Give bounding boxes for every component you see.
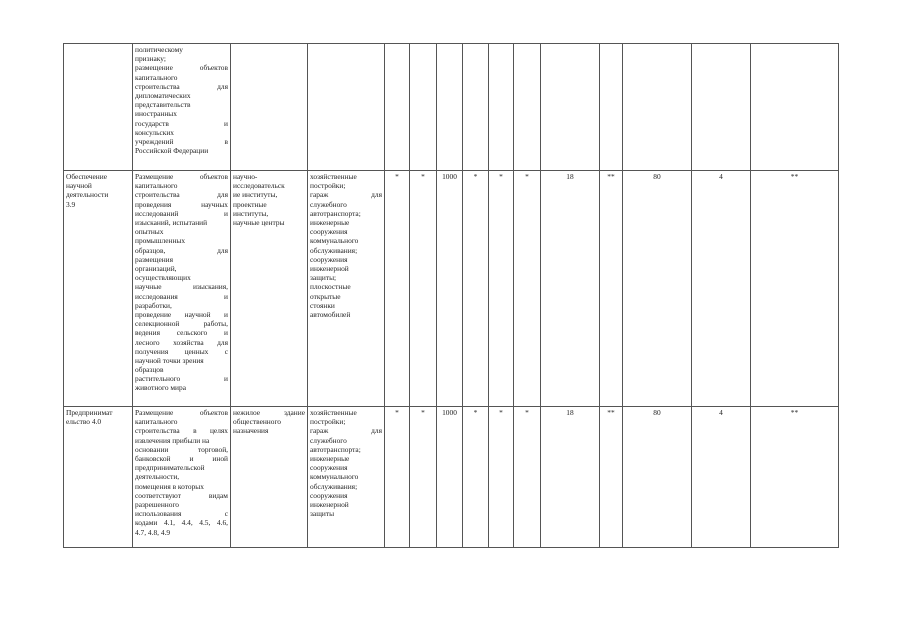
parameter-cell: 1000	[437, 407, 463, 548]
cell-text-line: представительств	[135, 100, 191, 110]
cell-text-line: образцов, для	[135, 245, 228, 255]
cell-text-line: селекционной работы,	[135, 319, 228, 329]
parameter-cell: 80	[623, 407, 692, 548]
cell-text-line: сооружения	[310, 463, 348, 473]
land-use-description-cell	[133, 407, 231, 548]
parameter-cell: **	[600, 407, 623, 548]
cell-text-line: сооружения	[310, 227, 348, 237]
cell-text-line: гараж для	[310, 190, 382, 200]
cell-text-line: строительства для	[135, 81, 228, 91]
cell-text-line: проектные	[233, 199, 267, 209]
cell-text-line: научные центры	[233, 218, 285, 228]
cell-text-line: строительства для	[135, 190, 228, 200]
cell-text-line: капитального	[135, 72, 178, 82]
parameter-cell: *	[514, 407, 541, 548]
cell-text-line: обслуживания;	[310, 481, 358, 491]
cell-text-line: кодами 4.1, 4.4, 4.5, 4.6,	[135, 518, 228, 528]
parameter-cell: *	[410, 171, 437, 407]
cell-text-line: деятельности	[66, 190, 109, 200]
cell-text-line: научной точки зрения	[135, 355, 204, 365]
cell-text-line: 4.7, 4.8, 4.9	[135, 527, 171, 537]
cell-text-line: открытые	[310, 291, 341, 301]
parameter-cell	[692, 44, 751, 171]
parameter-cell: *	[489, 171, 514, 407]
main-use-cell	[231, 171, 308, 407]
cell-text-line: коммунального	[310, 236, 359, 246]
cell-text-line: гараж для	[310, 426, 382, 436]
cell-text-line: использования с	[135, 509, 228, 519]
parameter-cell	[463, 44, 489, 171]
parameter-cell: **	[751, 171, 839, 407]
land-use-description-cell	[133, 171, 231, 407]
auxiliary-use-cell	[308, 171, 385, 407]
land-use-name-cell	[64, 171, 133, 407]
table-row	[64, 171, 839, 407]
cell-text-line: соответствуют видам	[135, 490, 228, 500]
cell-text-line: ие институты,	[233, 190, 278, 200]
cell-text-line: строительства в целях	[135, 426, 228, 436]
cell-text-line: признаку;	[135, 54, 166, 64]
parameter-cell	[514, 44, 541, 171]
parameter-cell: **	[751, 407, 839, 548]
parameter-cell: *	[385, 407, 410, 548]
cell-text-line: политическому	[135, 45, 183, 54]
parameter-cell	[410, 44, 437, 171]
cell-text-line: служебного	[310, 199, 347, 209]
cell-text-line: сооружения	[310, 254, 348, 264]
cell-text-line: животного мира	[135, 383, 186, 393]
cell-text-line: ельство 4.0	[66, 417, 102, 427]
cell-text-line: автотранспорта;	[310, 208, 361, 218]
cell-text-line: разрешенного	[135, 499, 179, 509]
cell-text-line: исследований и	[135, 208, 228, 218]
cell-text-line: сооружения	[310, 490, 348, 500]
cell-text-line: извлечения прибыли на	[135, 435, 210, 445]
cell-text-line: постройки;	[310, 417, 346, 427]
cell-text-line: дипломатических	[135, 90, 191, 100]
cell-text-line: постройки;	[310, 181, 346, 191]
cell-text-line: проведения научных	[135, 199, 228, 209]
parameter-cell: **	[600, 171, 623, 407]
cell-text-line: стоянки	[310, 300, 335, 310]
cell-text-line: ведения сельского и	[135, 328, 228, 338]
cell-text-line: деятельности,	[135, 472, 180, 482]
cell-text-line: научно-	[233, 172, 258, 181]
parameter-cell: 80	[623, 171, 692, 407]
cell-text-line: Обеспечение	[66, 172, 107, 181]
table-row	[64, 44, 839, 171]
cell-text-line: инженерной	[310, 264, 349, 274]
cell-text-line: разработки,	[135, 300, 172, 310]
cell-text-line: защиты;	[310, 273, 337, 283]
cell-text-line: хозяйственные	[310, 172, 357, 181]
cell-text-line: плоскостные	[310, 282, 351, 292]
parameter-cell	[489, 44, 514, 171]
cell-text-line: общественного	[233, 417, 281, 427]
parameter-cell: *	[463, 171, 489, 407]
cell-text-line: коммунального	[310, 472, 359, 482]
cell-text-line: нежилое здание	[233, 408, 305, 417]
cell-text-line: получения ценных с	[135, 346, 228, 356]
cell-text-line: иностранных	[135, 109, 177, 119]
main-use-cell	[231, 407, 308, 548]
parameter-cell: 4	[692, 407, 751, 548]
parameter-cell: 4	[692, 171, 751, 407]
auxiliary-use-cell	[308, 44, 385, 171]
cell-text-line: осуществляющих	[135, 273, 191, 283]
cell-text-line: помещения в которых	[135, 481, 204, 491]
cell-text-line: научной	[66, 181, 92, 191]
cell-text-line: учреждений в	[135, 136, 228, 146]
land-use-name-cell	[64, 407, 133, 548]
cell-text-line: служебного	[310, 435, 347, 445]
cell-text-line: обслуживания;	[310, 245, 358, 255]
land-use-description-cell	[133, 44, 231, 171]
cell-text-line: растительного и	[135, 374, 228, 384]
cell-text-line: организаций,	[135, 263, 177, 273]
cell-text-line: исследования и	[135, 291, 228, 301]
parameter-cell	[600, 44, 623, 171]
parameter-cell: *	[385, 171, 410, 407]
cell-text-line: размещение объектов	[135, 63, 228, 73]
cell-text-line: научные изыскания,	[135, 282, 228, 292]
parameter-cell: *	[489, 407, 514, 548]
cell-text-line: автотранспорта;	[310, 444, 361, 454]
table-row	[64, 407, 839, 548]
cell-text-line: консульских	[135, 127, 174, 137]
parameter-cell	[541, 44, 600, 171]
parameter-cell: *	[514, 171, 541, 407]
cell-text-line: образцов	[135, 365, 164, 375]
cell-text-line: предпринимательской	[135, 463, 205, 473]
cell-text-line: банковской и иной	[135, 453, 228, 463]
parameter-cell: 18	[541, 171, 600, 407]
cell-text-line: Размещение объектов	[135, 408, 228, 417]
parameter-cell	[385, 44, 410, 171]
cell-text-line: 3.9	[66, 199, 76, 209]
cell-text-line: защиты	[310, 509, 335, 519]
cell-text-line: институты,	[233, 208, 269, 218]
cell-text-line: опытных	[135, 227, 164, 237]
auxiliary-use-cell	[308, 407, 385, 548]
cell-text-line: инженерной	[310, 500, 349, 510]
cell-text-line: лесного хозяйства для	[135, 337, 228, 347]
cell-text-line: капитального	[135, 417, 178, 427]
cell-text-line: капитального	[135, 181, 178, 191]
cell-text-line: размещения	[135, 254, 174, 264]
cell-text-line: Предпринимат	[66, 408, 113, 417]
cell-text-line: инженерные	[310, 218, 350, 227]
cell-text-line: основании торговой,	[135, 444, 228, 454]
cell-text-line: исследовательск	[233, 181, 285, 191]
cell-text-line: государств и	[135, 118, 228, 128]
cell-text-line: изысканий, испытаний	[135, 217, 208, 227]
parameter-cell	[751, 44, 839, 171]
parameter-cell	[437, 44, 463, 171]
cell-text-line: инженерные	[310, 454, 350, 463]
main-use-cell	[231, 44, 308, 171]
land-use-name-cell	[64, 44, 133, 171]
cell-text-line: хозяйственные	[310, 408, 357, 417]
parameter-cell: 18	[541, 407, 600, 548]
cell-text-line: Размещение объектов	[135, 172, 228, 181]
cell-text-line: Российской Федерации	[135, 146, 209, 156]
parameter-cell: 1000	[437, 171, 463, 407]
cell-text-line: назначения	[233, 426, 269, 436]
cell-text-line: автомобилей	[310, 310, 351, 320]
parameter-cell: *	[410, 407, 437, 548]
cell-text-line: проведение научной и	[135, 309, 228, 319]
cell-text-line: промышленных	[135, 236, 186, 246]
parameter-cell: *	[463, 407, 489, 548]
regulations-table	[63, 43, 839, 548]
parameter-cell	[623, 44, 692, 171]
